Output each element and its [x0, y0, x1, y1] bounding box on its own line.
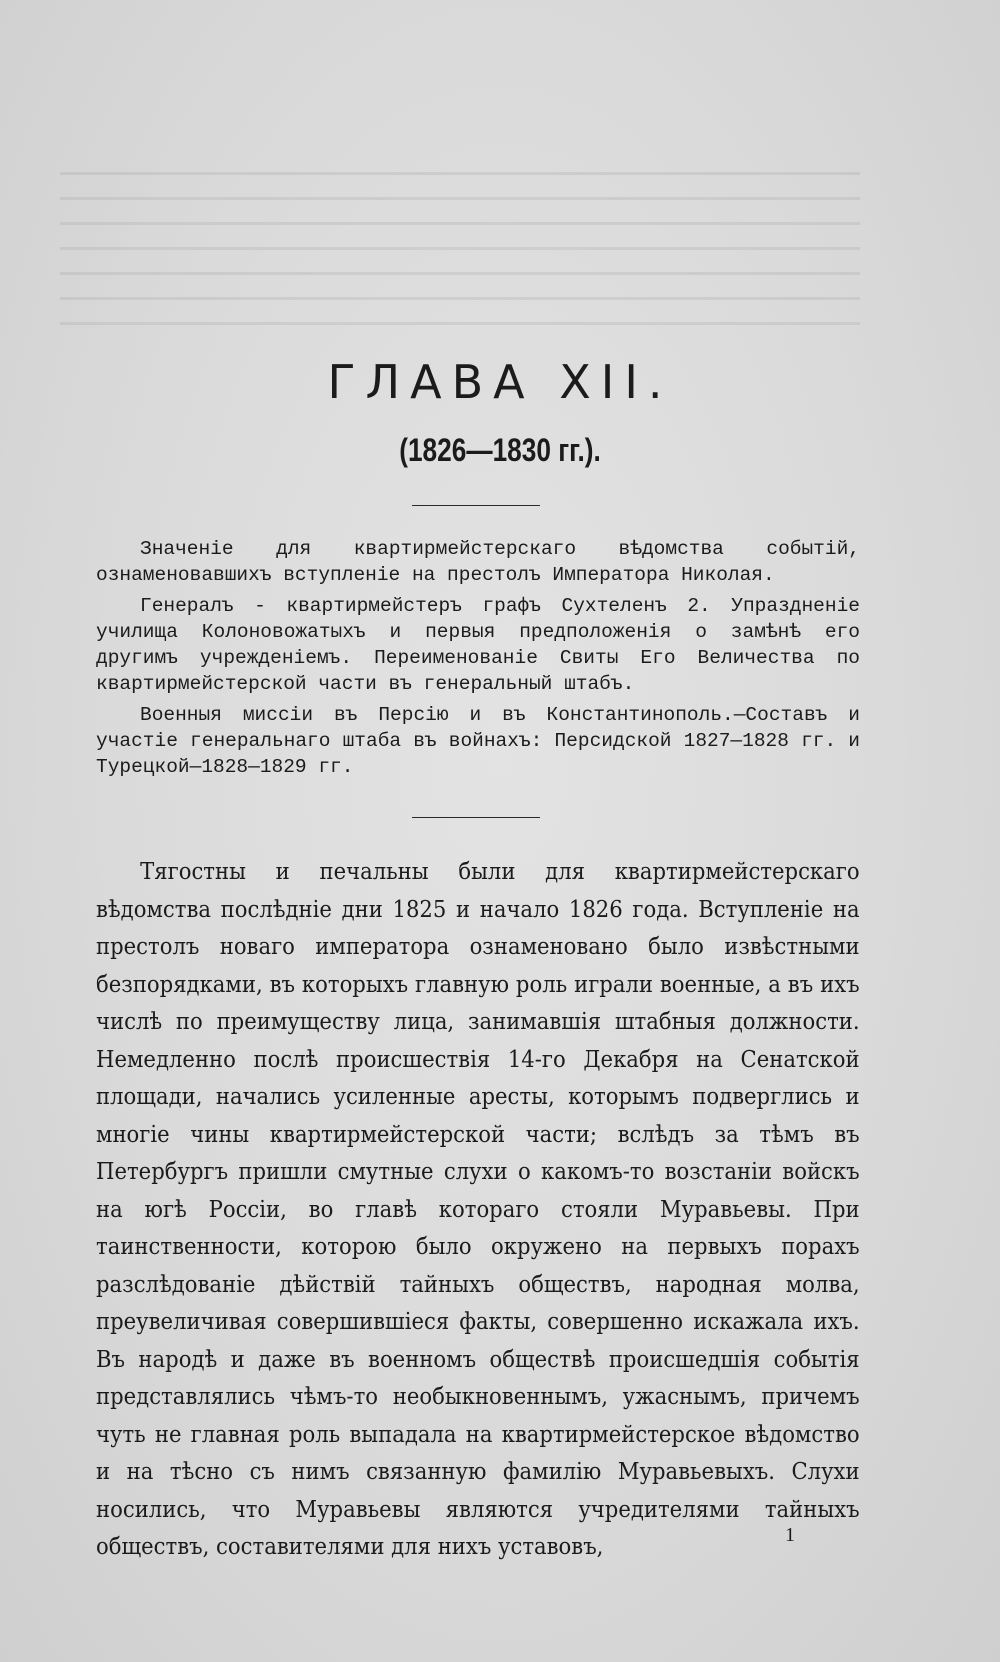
- divider-top: [412, 505, 540, 506]
- divider-bottom: [412, 817, 540, 818]
- chapter-title: ГЛАВА XII.: [327, 355, 673, 409]
- chapter-summary: [96, 536, 860, 785]
- summary-paragraph: Военныя миссіи въ Персію и въ Константинополь.—Составъ и участіе генеральнаго штаба въ войнахъ: Персидской 1827—1828 гг. и Турецкой—1828—1829 гг.: [96, 704, 860, 778]
- summary-paragraph: Значеніе для квартирмейстерскаго вѣдомства событій, ознаменовавшихъ вступленіе на престолъ Императора Николая.: [96, 538, 860, 586]
- page-number: 1: [785, 1524, 795, 1546]
- body-paragraph: Тягостны и печальны были для квартирмейстерскаго вѣдомства послѣдніе дни 1825 и начало 1826 года. Вступленіе на престолъ новаго императора ознаменовано было извѣстными безпорядками, въ которыхъ главную роль играли военные, а въ ихъ числѣ по преимуществу лица, занимавшія штабныя должности. Немедленно послѣ происшествія 14-го Декабря на Сенатской площади, начались усиленные аресты, которымъ подверглись и многіе чины квартирмейстерской части; вслѣдъ за тѣмъ въ Петербургъ пришли смутные слухи о какомъ-то возстаніи войскъ на югѣ Россіи, во главѣ котораго стояли Муравьевы. При таинственности, которою было окружено на первыхъ порахъ разслѣдованіе дѣйствій тайныхъ обществъ, народная молва, преувеличивая совершившіеся факты, совершенно искажала ихъ. Въ народѣ и даже въ военномъ обществѣ происшедшія событія представлялись чѣмъ-то необыкновеннымъ, ужаснымъ, причемъ чуть не главная роль выпадала на квартирмейстерское вѣдомство и на тѣсно съ нимъ связанную фамилію Муравьевыхъ. Слухи носились, что Муравьевы являются учредителями тайныхъ обществъ, составителями для нихъ уставовъ,: [96, 859, 860, 1560]
- summary-paragraph: Генералъ - квартирмейстеръ графъ Сухтеленъ 2. Упраздненіе училища Колоновожатыхъ и первыя предположенія о замѣнѣ его другимъ учрежденіемъ. Переименованіе Свиты Его Величества по квартирмейстерской части въ генеральный штабъ.: [96, 595, 860, 695]
- chapter-years: (1826—1830 гг.).: [399, 432, 601, 468]
- main-text: [96, 854, 860, 1567]
